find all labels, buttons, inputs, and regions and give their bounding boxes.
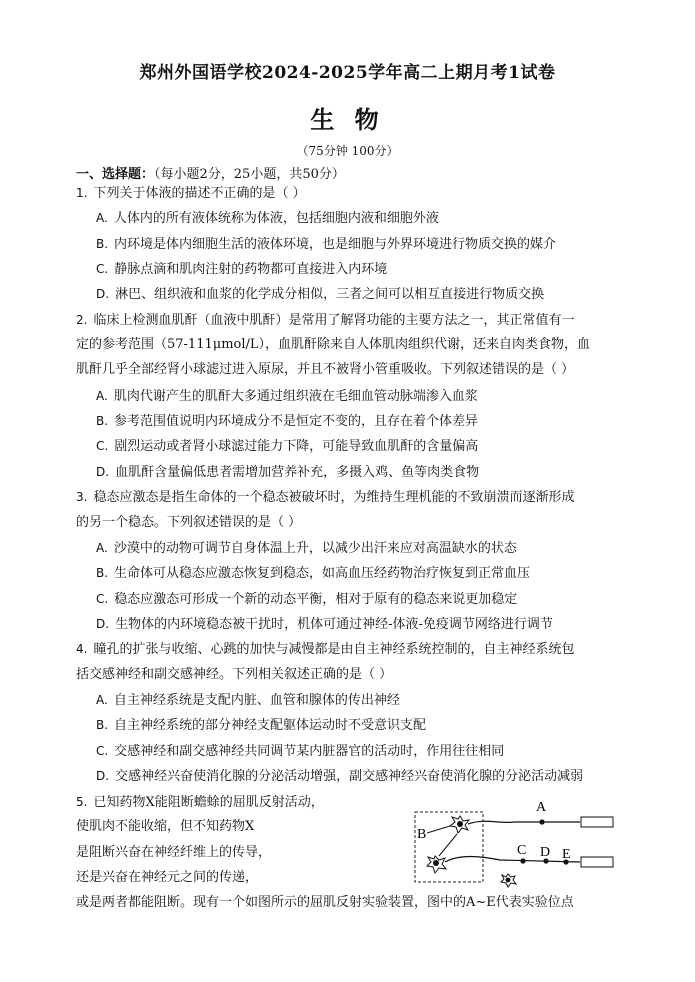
question-text: 已知药物X能阻断蟾蜍的屈肌反射活动， — [93, 795, 324, 810]
question-2-line-2: 定的参考范围（57-111μmol/L），血肌酐除来自人体肌肉组织代谢，还来自肉类食物，血 — [76, 337, 591, 352]
question-4-line-2: 括交感神经和副交感神经。下列相关叙述正确的是（ ） — [76, 667, 393, 682]
option-text: 内环境是体内细胞生活的液体环境，也是细胞与外界环境进行物质交换的媒介 — [114, 237, 557, 252]
option-text: 稳态应激态可形成一个新的动态平衡，相对于原有的稳态来说更加稳定 — [114, 592, 518, 607]
receptor-lower — [581, 857, 613, 867]
label-a: A — [536, 800, 547, 815]
option-letter: B. — [96, 237, 109, 251]
option-text: 交感神经兴奋使消化腺的分泌活动增强，副交感神经兴奋使消化腺的分泌活动减弱 — [115, 769, 584, 784]
question-text: 稳态应激态是指生命体的一个稳态被破坏时，为维持生理机能的不致崩溃而逐渐形成 — [93, 490, 575, 505]
q4-option-a — [96, 691, 400, 710]
option-text: 静脉点滴和肌肉注射的药物都可直接进入内环境 — [114, 262, 388, 277]
q2-option-b — [96, 412, 478, 431]
option-letter: A. — [96, 211, 108, 225]
option-text: 血肌酐含量偏低患者需增加营养补充，多摄入鸡、鱼等肉类食物 — [115, 465, 480, 480]
question-3 — [76, 488, 574, 507]
q2-option-d — [96, 463, 479, 482]
option-text: 生物体的内环境稳态被干扰时，机体可通过神经-体液-免疫调节网络进行调节 — [115, 617, 553, 632]
subject-title: 生 物 — [310, 105, 385, 134]
option-text: 生命体可从稳态应激态恢复到稳态，如高血压经药物治疗恢复到正常血压 — [114, 566, 531, 581]
question-number: 3. — [76, 490, 88, 504]
option-letter: C. — [96, 439, 109, 453]
question-number: 2. — [76, 313, 88, 327]
question-5 — [76, 793, 324, 812]
option-text: 剧烈运动或者肾小球滤过能力下降，可能导致血肌酐的含量偏高 — [114, 439, 479, 454]
q4-option-d — [96, 767, 583, 786]
option-letter: C. — [96, 744, 109, 758]
option-text: 沙漠中的动物可调节自身体温上升，以减少出汗来应对高温缺水的状态 — [113, 541, 517, 556]
q4-option-b — [96, 716, 426, 735]
question-5-line-2: 使肌肉不能收缩，但不知药物X — [76, 819, 255, 834]
option-text: 自主神经系统是支配内脏、血管和腺体的传出神经 — [113, 693, 400, 708]
question-number: 4. — [76, 642, 88, 656]
question-4 — [76, 640, 574, 659]
option-letter: C. — [96, 592, 109, 606]
section-heading — [76, 163, 345, 182]
section-rules: （每小题2分，25小题，共50分） — [154, 167, 345, 182]
option-text: 参考范围值说明内环境成分不是恒定不变的，且存在着个体差异 — [114, 414, 479, 429]
option-letter: D. — [96, 287, 110, 301]
q4-option-c — [96, 742, 504, 761]
q3-option-b — [96, 564, 530, 583]
question-5-line-5: 或是两者都能阻断。现有一个如图所示的屈肌反射实验装置，图中的A~E代表实验位点 — [76, 895, 574, 910]
q2-option-c — [96, 437, 478, 456]
q3-option-c — [96, 590, 517, 609]
option-text: 交感神经和副交感神经共同调节某内脏器官的活动时，作用往往相同 — [114, 744, 505, 759]
label-b: B — [417, 827, 427, 842]
option-letter: C. — [96, 262, 109, 276]
label-e: E — [562, 847, 571, 862]
label-d: D — [540, 845, 551, 860]
section-label: 一、选择题： — [76, 167, 155, 182]
q3-option-d — [96, 615, 553, 634]
question-1 — [76, 184, 306, 203]
question-3-line-2: 的另一个稳态。下列叙述错误的是（ ） — [76, 515, 302, 530]
option-letter: B. — [96, 718, 109, 732]
exam-timing: （75分钟 100分） — [296, 144, 399, 158]
option-text: 人体内的所有液体统称为体液，包括细胞内液和细胞外液 — [113, 211, 439, 226]
q2-option-a — [96, 387, 478, 406]
option-letter: D. — [96, 617, 110, 631]
option-letter: A. — [96, 389, 108, 403]
option-text: 淋巴、组织液和血浆的化学成分相似，三者之间可以相互直接进行物质交换 — [115, 287, 545, 302]
option-letter: D. — [96, 465, 110, 479]
effector-upper — [581, 817, 613, 827]
option-letter: A. — [96, 541, 108, 555]
question-2-line-3: 肌酐几乎全部经肾小球滤过进入原尿，并且不被肾小管重吸收。下列叙述错误的是（ ） — [76, 362, 575, 377]
question-5-line-3: 是阻断兴奋在神经纤维上的传导， — [76, 845, 272, 860]
q1-option-a — [96, 209, 439, 228]
question-2 — [76, 311, 574, 330]
q1-option-d — [96, 285, 544, 304]
q1-option-b — [96, 235, 556, 254]
question-5-line-4: 还是兴奋在神经元之间的传递， — [76, 870, 259, 885]
option-letter: D. — [96, 769, 110, 783]
label-c: C — [517, 843, 527, 858]
upper-neuron — [450, 800, 613, 833]
option-letter: B. — [96, 414, 109, 428]
question-number: 5. — [76, 795, 88, 809]
point-c — [520, 858, 525, 863]
q1-option-c — [96, 260, 387, 279]
reflex-arc-figure — [405, 796, 630, 891]
option-text: 肌肉代谢产生的肌酐大多通过组织液在毛细血管动脉端渗入血浆 — [113, 389, 478, 404]
q3-option-a — [96, 539, 517, 558]
question-text: 瞳孔的扩张与收缩、心跳的加快与减慢都是由自主神经系统控制的，自主神经系统包 — [93, 642, 575, 657]
option-letter: B. — [96, 566, 109, 580]
question-number: 1. — [76, 186, 88, 200]
question-text: 临床上检测血肌酐（血液中肌酐）是常用了解肾功能的主要方法之一，其正常值有一 — [93, 313, 575, 328]
lower-neuron — [427, 834, 613, 887]
page-title: 郑州外国语学校2024-2025学年高二上期月考1试卷 — [139, 63, 556, 83]
option-letter: A. — [96, 693, 108, 707]
point-a — [539, 819, 544, 824]
question-text: 下列关于体液的描述不正确的是（ ） — [93, 186, 306, 201]
option-text: 自主神经系统的部分神经支配躯体运动时不受意识支配 — [114, 718, 427, 733]
